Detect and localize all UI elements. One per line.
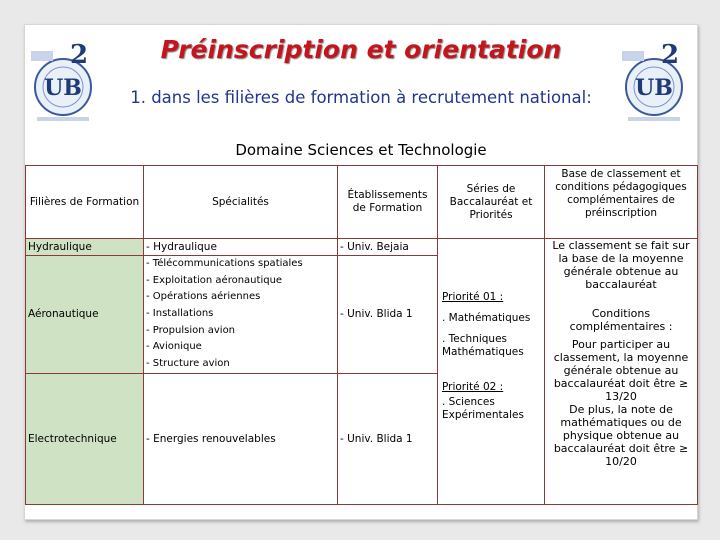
header-etablissements: Établissements de Formation: [338, 166, 438, 239]
specialite-item: - Structure avion: [146, 358, 230, 370]
orientation-table: [25, 165, 698, 505]
specialite-item: - Propulsion avion: [146, 324, 236, 336]
filiere-electrotechnique: Electrotechnique: [26, 373, 144, 504]
base-cell: [545, 239, 698, 505]
series-cell: [438, 239, 545, 505]
header-series: Séries de Baccalauréat et Priorités: [438, 166, 545, 239]
svg-text:UB: UB: [635, 75, 673, 101]
header-filieres: Filières de Formation: [26, 166, 144, 239]
specialite-item: - Exploitation aéronautique: [146, 274, 283, 286]
svg-text:2: 2: [69, 40, 89, 70]
filiere-aeronautique: Aéronautique: [26, 256, 144, 374]
specialite-hydraulique: - Hydraulique: [144, 239, 338, 256]
svg-text:2: 2: [660, 40, 680, 70]
base-text-2: Pour participer au classement, la moyenne générale obtenue au baccalauréat doit être ≥ 13/20: [553, 338, 689, 403]
slide-subtitle: 1. dans les filières de formation à recrutement national:: [130, 88, 592, 107]
etablissement-aeronautique: - Univ. Blida 1: [338, 256, 438, 374]
priority-1-item: . Mathématiques: [442, 312, 531, 324]
table-header-row: [26, 166, 698, 239]
header-base: Base de classement et conditions pédagogiques complémentaires de préinscription: [545, 166, 698, 239]
svg-text:UB: UB: [44, 75, 82, 101]
priority-2-item: . Sciences Expérimentales: [442, 396, 524, 421]
etablissement-hydraulique: - Univ. Bejaia: [338, 239, 438, 256]
specialite-item: - Avionique: [146, 341, 202, 353]
priority-1-label: Priorité 01 :: [442, 291, 504, 303]
specialites-aeronautique: [144, 256, 338, 374]
base-text-1: Le classement se fait sur la base de la moyenne générale obtenue au baccalauréat: [552, 239, 690, 291]
specialite-electrotechnique: - Energies renouvelables: [144, 373, 338, 504]
base-text-3: De plus, la note de mathématiques ou de physique obtenue au baccalauréat doit être ≥ 10/20: [553, 403, 689, 468]
specialite-item: - Télécommunications spatiales: [146, 258, 303, 269]
specialite-item: - Opérations aériennes: [146, 291, 261, 303]
conditions-label: Conditions complémentaires :: [569, 307, 673, 333]
filiere-hydraulique: Hydraulique: [26, 239, 144, 256]
priority-2-label: Priorité 02 :: [442, 381, 504, 393]
etablissement-electrotechnique: - Univ. Blida 1: [338, 373, 438, 504]
priority-1-item: . Techniques Mathématiques: [442, 333, 524, 358]
header-specialites: Spécialités: [144, 166, 338, 239]
specialite-item: - Installations: [146, 308, 214, 320]
table-row-hydraulique: [26, 239, 698, 256]
domain-heading: Domaine Sciences et Technologie: [235, 141, 487, 159]
slide: [24, 24, 698, 520]
slide-title: Préinscription et orientation: [160, 35, 562, 64]
